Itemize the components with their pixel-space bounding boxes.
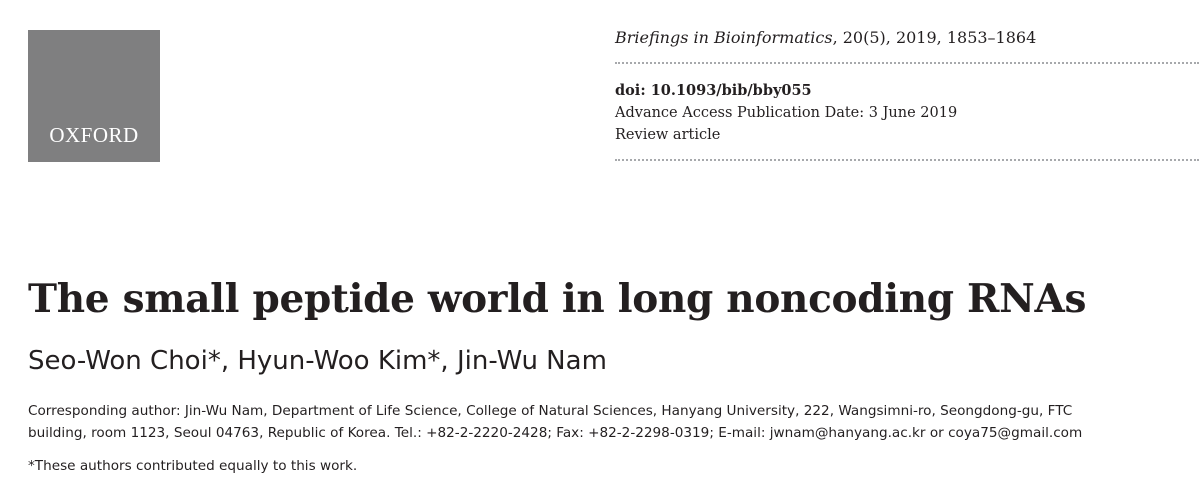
journal-volume-pages: , 20(5), 2019, 1853–1864	[832, 28, 1037, 47]
journal-name: Briefings in Bioinformatics	[615, 28, 833, 47]
corresponding-author-info	[28, 400, 1178, 444]
publisher-logo-text: OXFORD	[49, 123, 139, 147]
article-type: Review article	[615, 127, 721, 143]
publisher-logo	[28, 30, 160, 162]
article-meta	[615, 80, 957, 146]
header-divider-bottom	[615, 159, 1199, 161]
author-list: Seo-Won Choi*, Hyun-Woo Kim*, Jin-Wu Nam	[28, 346, 607, 376]
publication-date: Advance Access Publication Date: 3 June 2019	[615, 105, 958, 121]
corresponding-author-line-2: building, room 1123, Seoul 04763, Republic of Korea. Tel.: +82-2-2220-2428; Fax: +82-2-2298-0319; E-mail: jwnam@hanyang.ac.kr or coya75@gmail.com	[28, 425, 1083, 441]
doi[interactable]: doi: 10.1093/bib/bby055	[615, 82, 812, 99]
corresponding-author-line-1: Corresponding author: Jin-Wu Nam, Department of Life Science, College of Natural Sciences, Hanyang University, 222, Wangsimni-ro, Seongdong-gu, FTC	[28, 403, 1073, 419]
equal-contribution-footnote: *These authors contributed equally to this work.	[28, 458, 358, 474]
journal-citation	[615, 28, 1036, 47]
article-title: The small peptide world in long noncoding RNAs	[28, 276, 1087, 322]
header-divider-top	[615, 62, 1199, 64]
